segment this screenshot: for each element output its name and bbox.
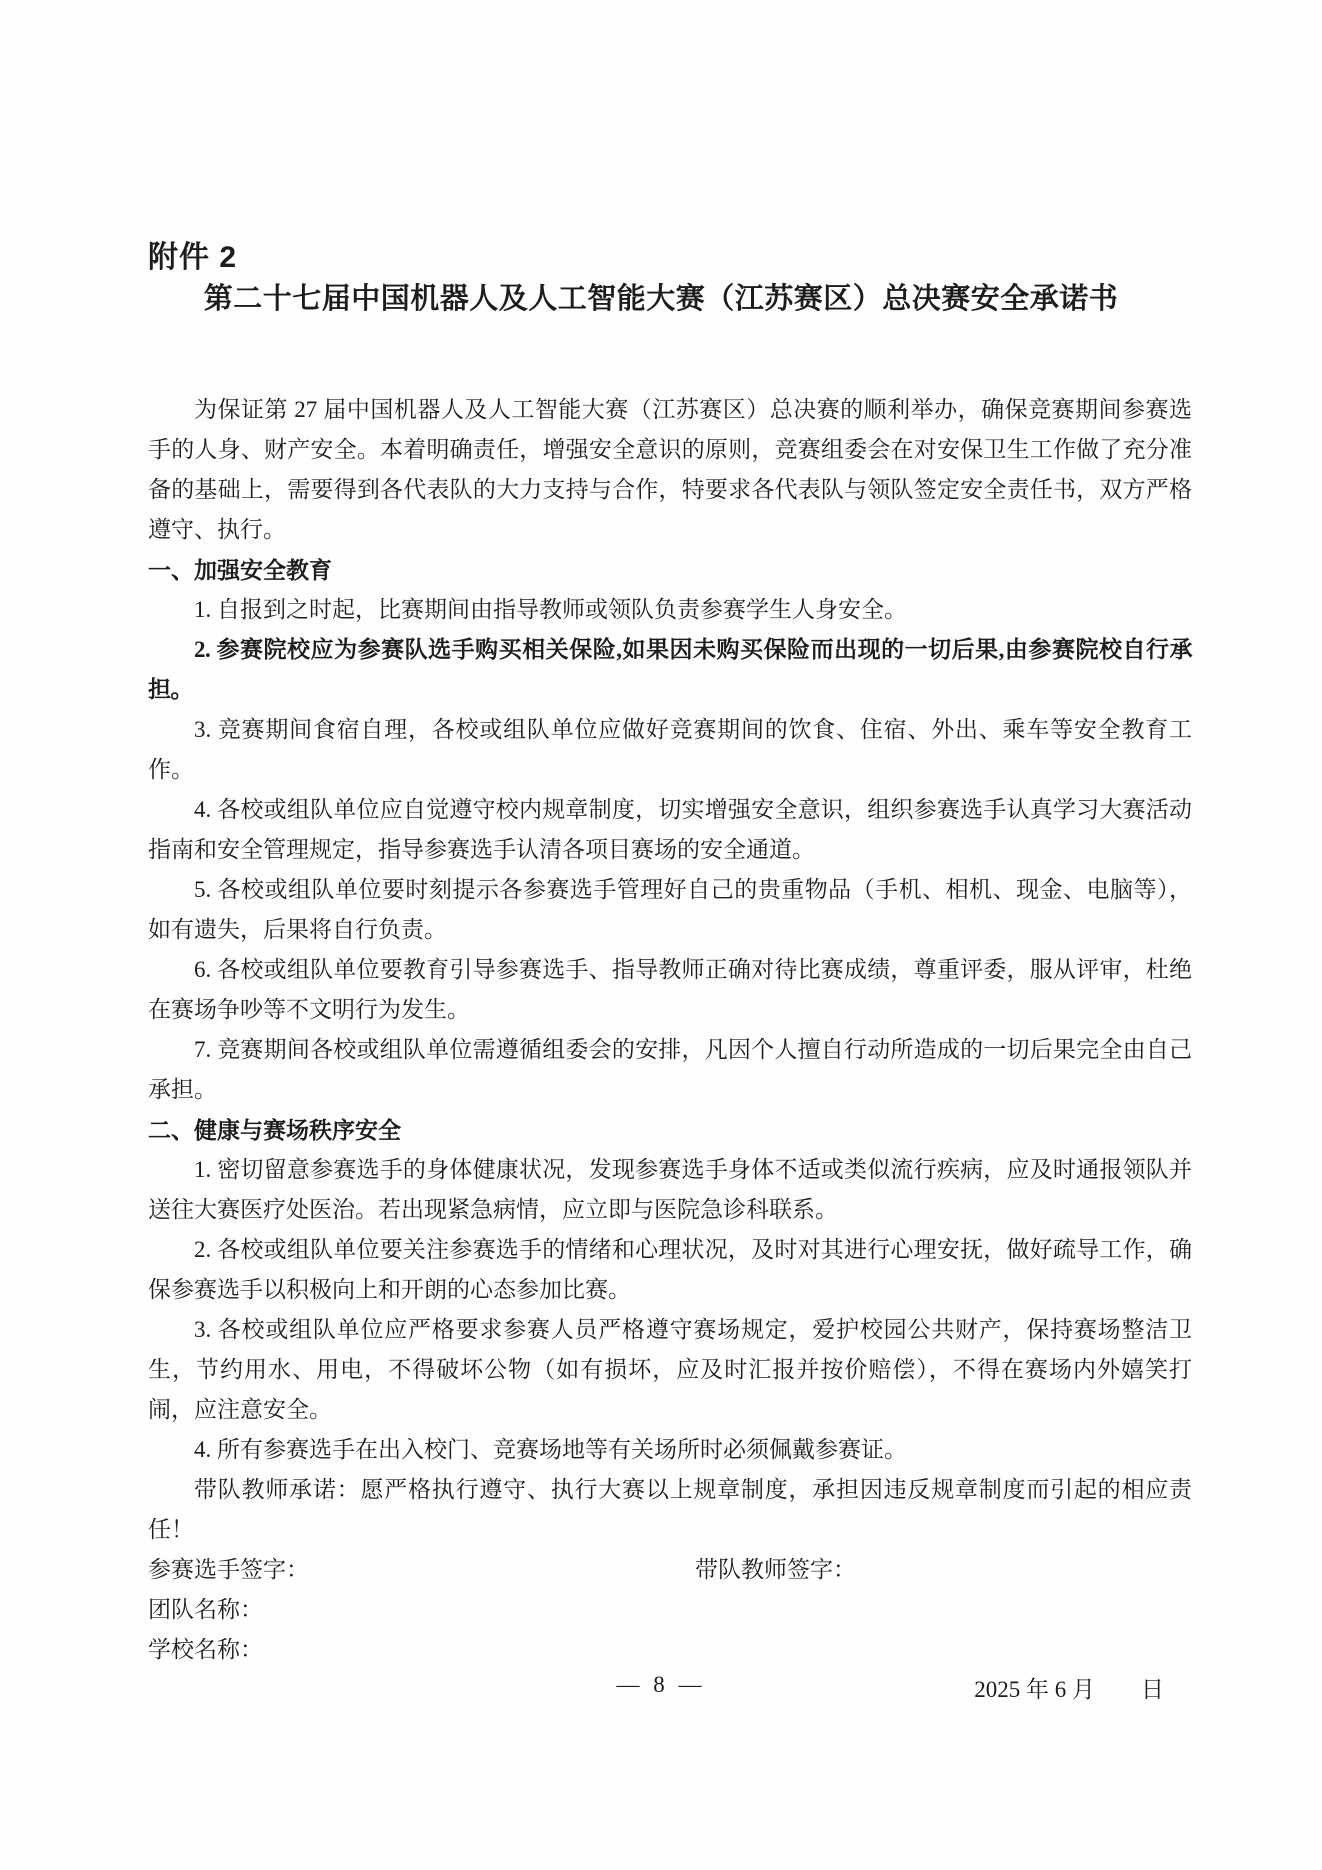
section-2-item-4: 4. 所有参赛选手在出入校门、竞赛场地等有关场所时必须佩戴参赛证。 xyxy=(194,1437,907,1462)
team-name-label: 团队名称： xyxy=(148,1597,263,1622)
section-1-item-2: 2. 参赛院校应为参赛队选手购买相关保险,如果因未购买保险而出现的一切后果,由参赛院校自行承担。 xyxy=(148,637,1192,702)
teacher-pledge: 带队教师承诺：愿严格执行遵守、执行大赛以上规章制度，承担因违反规章制度而引起的相应责任！ xyxy=(148,1477,1192,1542)
section-2-item-2: 2. 各校或组队单位要关注参赛选手的情绪和心理状况，及时对其进行心理安抚，做好疏导工作，确保参赛选手以积极向上和开朗的心态参加比赛。 xyxy=(148,1237,1192,1302)
section-1-item-3: 3. 竞赛期间食宿自理，各校或组队单位应做好竞赛期间的饮食、住宿、外出、乘车等安全教育工作。 xyxy=(148,717,1192,782)
section-1-heading: 一、加强安全教育 xyxy=(148,557,332,583)
signature-row xyxy=(148,1550,1192,1590)
section-1-item-4: 4. 各校或组队单位应自觉遵守校内规章制度，切实增强安全意识，组织参赛选手认真学习大赛活动指南和安全管理规定，指导参赛选手认清各项目赛场的安全通道。 xyxy=(148,797,1192,862)
intro-paragraph: 为保证第 27 届中国机器人及人工智能大赛（江苏赛区）总决赛的顺利举办，确保竞赛期间参赛选手的人身、财产安全。本着明确责任，增强安全意识的原则，竞赛组委会在对安保卫生工作做了充分准备的基础上，需要得到各代表队的大力支持与合作，特要求各代表队与领队签定安全责任书，双方严格遵守、执行。 xyxy=(148,397,1192,542)
section-2-heading: 二、健康与赛场秩序安全 xyxy=(148,1117,401,1143)
section-1-item-6: 6. 各校或组队单位要教育引导参赛选手、指导教师正确对待比赛成绩，尊重评委，服从评审，杜绝在赛场争吵等不文明行为发生。 xyxy=(148,957,1192,1022)
school-name-label: 学校名称： xyxy=(148,1637,263,1662)
teacher-signature-label: 带队教师签字： xyxy=(695,1557,856,1582)
document-body xyxy=(148,390,1192,1710)
section-1-item-5: 5. 各校或组队单位要时刻提示各参赛选手管理好自己的贵重物品（手机、相机、现金、电脑等），如有遗失，后果将自行负责。 xyxy=(148,877,1192,942)
section-1-item-7: 7. 竞赛期间各校或组队单位需遵循组委会的安排，凡因个人擅自行动所造成的一切后果完全由自己承担。 xyxy=(148,1037,1192,1102)
date-line: 2025 年 6 月 日 xyxy=(974,1677,1164,1702)
attachment-label: 附件 2 xyxy=(148,241,238,274)
section-2-item-1: 1. 密切留意参赛选手的身体健康状况，发现参赛选手身体不适或类似流行疾病，应及时通报领队并送往大赛医疗处医治。若出现紧急病情，应立即与医院急诊科联系。 xyxy=(148,1157,1192,1222)
section-1-item-1: 1. 自报到之时起，比赛期间由指导教师或领队负责参赛学生人身安全。 xyxy=(194,597,907,622)
contestant-signature-label: 参赛选手签字： xyxy=(148,1557,309,1582)
section-2-item-3: 3. 各校或组队单位应严格要求参赛人员严格遵守赛场规定，爱护校园公共财产，保持赛场整洁卫生，节约用水、用电，不得破坏公物（如有损坏，应及时汇报并按价赔偿），不得在赛场内外嬉笑打闹，应注意安全。 xyxy=(148,1317,1192,1422)
document-title: 第二十七届中国机器人及人工智能大赛（江苏赛区）总决赛安全承诺书 xyxy=(203,283,1119,315)
page-number: — 8 — xyxy=(616,1672,706,1697)
